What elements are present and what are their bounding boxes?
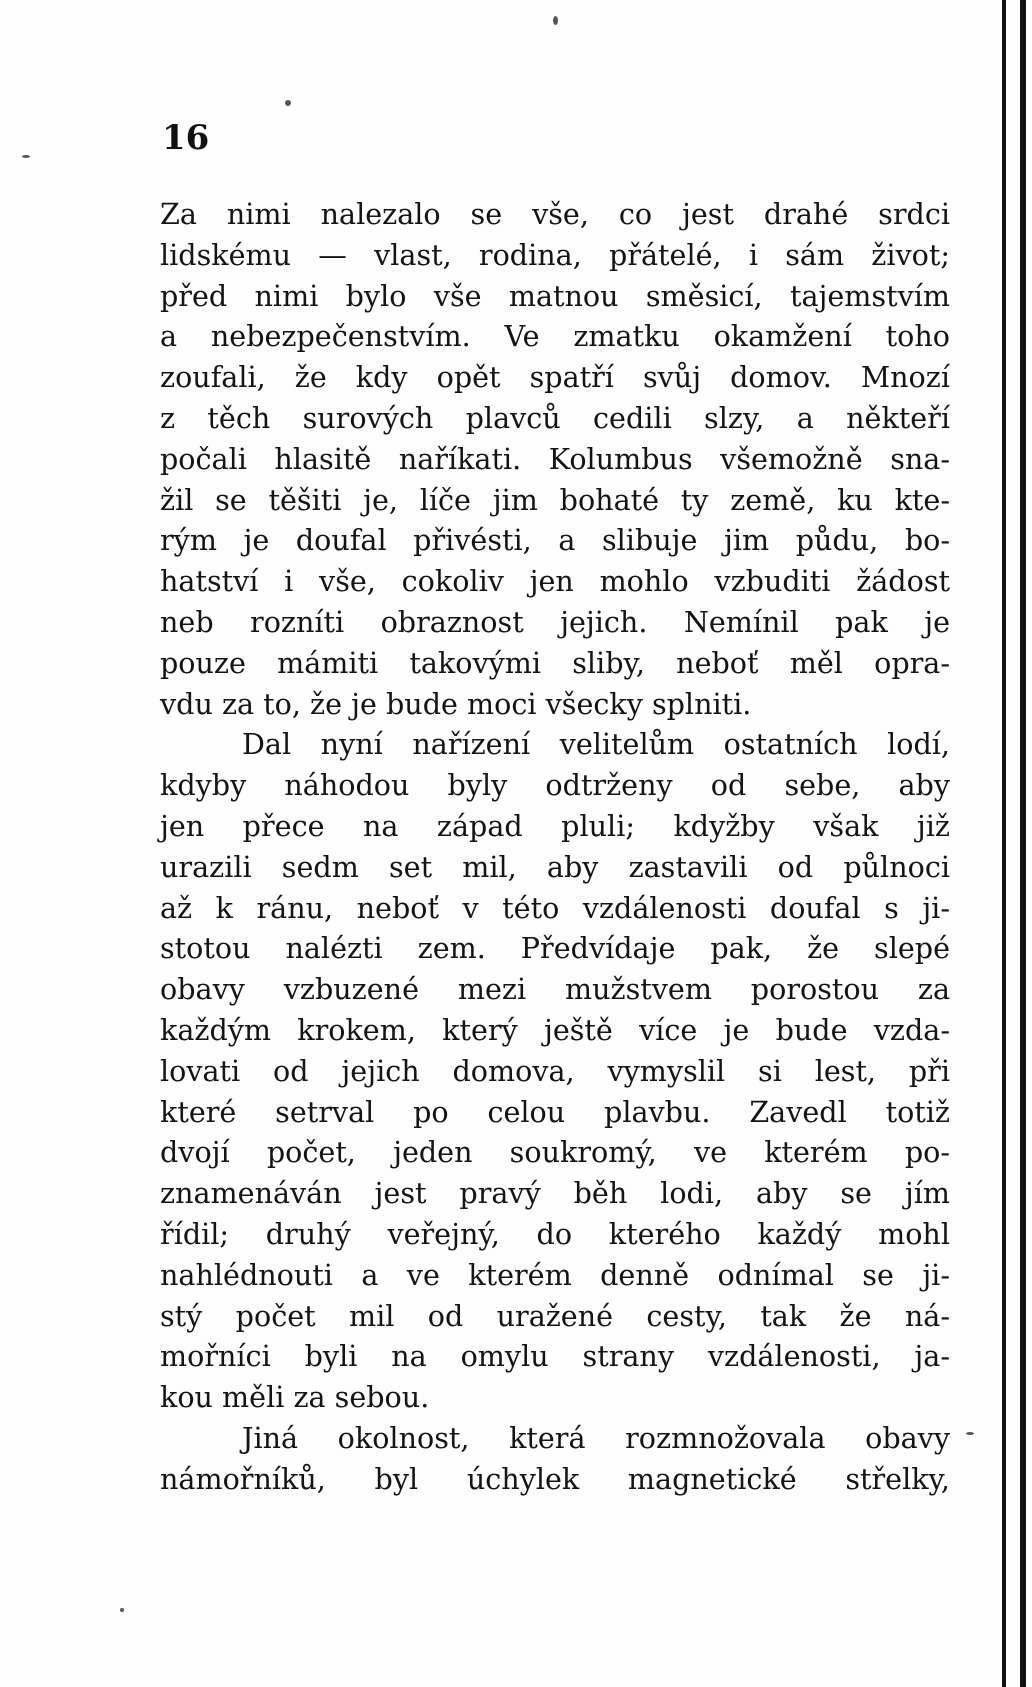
text-line: a nebezpečenstvím. Ve zmatku okamžení toho (160, 319, 950, 354)
text-line: Dal nyní nařízení velitelům ostatních lodí, (242, 727, 950, 762)
print-speck (285, 100, 291, 106)
text-line: rým je doufal přivésti, a slibuje jim půdu, bo- (160, 523, 950, 558)
text-line: řídil; druhý veřejný, do kterého každý mohl (160, 1216, 950, 1251)
page-edge-border (1020, 0, 1026, 1687)
text-line: námořníků, byl úchylek magnetické střelky, (160, 1461, 950, 1496)
text-line: stý počet mil od uražené cesty, tak že ná- (160, 1298, 950, 1333)
text-line: urazili sedm set mil, aby zastavili od půlnoci (160, 849, 950, 884)
text-line: každým krokem, který ještě více je bude vzda- (160, 1012, 950, 1047)
page-edge-shadow (1002, 0, 1006, 1687)
print-speck (22, 155, 30, 158)
text-line: lidskému — vlast, rodina, přátelé, i sám život; (160, 237, 950, 272)
text-line: obavy vzbuzené mezi mužstvem porostou za (160, 972, 950, 1007)
text-line: až k ránu, neboť v této vzdálenosti doufal s ji- (160, 890, 950, 925)
body-text (160, 194, 950, 1500)
text-line: stotou nalézti zem. Předvídaje pak, že slepé (160, 931, 950, 966)
text-line: které setrval po celou plavbu. Zavedl totiž (160, 1094, 950, 1129)
text-line: pouze mámiti takovými sliby, neboť měl opra- (160, 645, 950, 680)
print-speck (553, 16, 558, 25)
text-line: kou měli za sebou. (160, 1380, 430, 1415)
text-line: kdyby náhodou byly odtrženy od sebe, aby (160, 768, 950, 803)
text-line: nahlédnouti a ve kterém denně odnímal se ji- (160, 1257, 950, 1292)
text-line: před nimi bylo vše matnou směsicí, tajemstvím (160, 278, 950, 313)
text-line: počali hlasitě naříkati. Kolumbus všemožně sna- (160, 441, 950, 476)
print-speck (966, 1432, 974, 1435)
text-line: lovati od jejich domova, vymyslil si lest, při (160, 1053, 950, 1088)
text-line: Jiná okolnost, která rozmnožovala obavy (242, 1420, 950, 1455)
text-line: z těch surových plavců cedili slzy, a někteří (160, 400, 950, 435)
text-line: žil se těšiti je, líče jim bohaté ty země, ku kte- (160, 482, 950, 517)
print-speck (120, 1608, 124, 1612)
text-line: dvojí počet, jeden soukromý, ve kterém po- (160, 1135, 950, 1170)
text-line: hatství i vše, cokoliv jen mohlo vzbuditi žádost (160, 564, 950, 599)
text-line: znamenáván jest pravý běh lodi, aby se jím (160, 1176, 950, 1211)
text-line: zoufali, že kdy opět spatří svůj domov. Mnozí (160, 360, 950, 395)
text-line: vdu za to, že je bude moci všecky splniti. (160, 686, 752, 721)
text-line: neb rozníti obraznost jejich. Nemínil pak je (160, 604, 950, 639)
page-number: 16 (162, 118, 210, 158)
text-line: Za nimi nalezalo se vše, co jest drahé srdci (160, 197, 950, 231)
text-line: jen přece na západ pluli; kdyžby však již (160, 808, 950, 843)
text-line: mořníci byli na omylu strany vzdálenosti, ja- (160, 1339, 950, 1374)
